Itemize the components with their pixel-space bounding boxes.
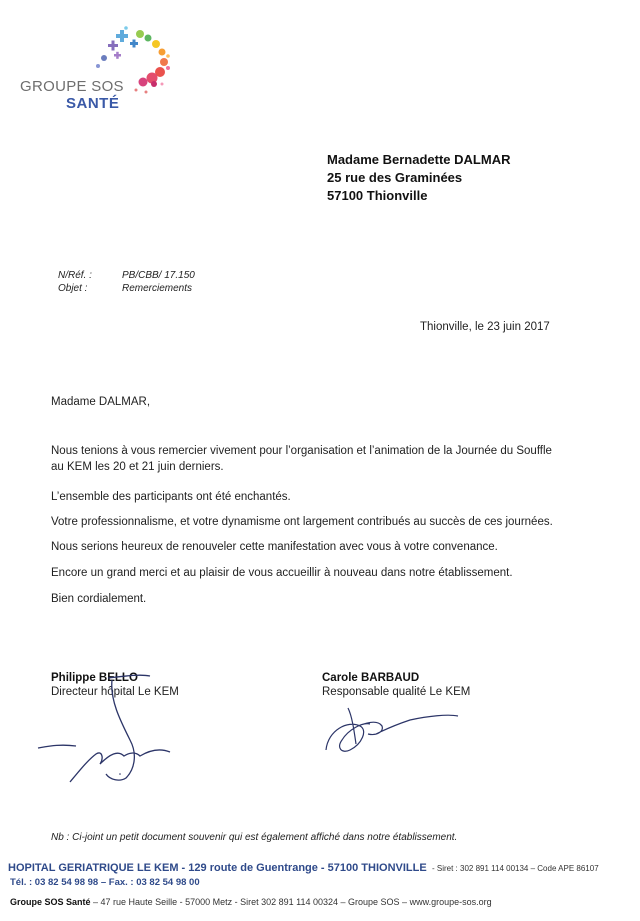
recipient-name: Madame Bernadette DALMAR (327, 152, 511, 167)
footer-hospital-address: HOPITAL GERIATRIQUE LE KEM - 129 route de Guentrange - 57100 THIONVILLE (8, 862, 427, 874)
footer-phone-fax: Tél. : 03 82 54 98 98 – Fax. : 03 82 54 98 00 (10, 877, 200, 888)
signature-carole-barbaud (318, 700, 468, 770)
attachment-note: Nb : Ci-joint un petit document souvenir qui est également affiché dans notre établissement. (51, 832, 458, 843)
body-paragraph-1-line-2: au KEM les 20 et 21 juin derniers. (51, 461, 224, 473)
body-paragraph-3: Votre professionnalisme, et votre dynamisme ont largement contribués au succès de ces journées. (51, 516, 553, 528)
footer-hospital-siret: - Siret : 302 891 114 00134 – Code APE 86107 (432, 864, 599, 873)
body-paragraph-5: Encore un grand merci et au plaisir de vous accueillir à nouveau dans notre établissement. (51, 567, 513, 579)
ref-label: N/Réf. : (58, 270, 92, 281)
signature-philippe-bello (30, 670, 230, 790)
letter-date: Thionville, le 23 juin 2017 (420, 321, 550, 333)
ref-value: PB/CBB/ 17.150 (122, 270, 195, 281)
signatory-2-name: Carole BARBAUD (322, 672, 420, 684)
signatory-1-role: Directeur hôpital Le KEM (51, 686, 179, 698)
subject-value: Remerciements (122, 283, 193, 294)
footer-group-details: – 47 rue Haute Seille - 57000 Metz - Siret 302 891 114 00324 – Groupe SOS – www.groupe-sos.org (90, 897, 492, 907)
closing: Bien cordialement. (51, 593, 147, 605)
signatory-2-role: Responsable qualité Le KEM (322, 686, 471, 698)
subject-label: Objet : (58, 283, 88, 294)
body-paragraph-1-line-1: Nous tenions à vous remercier vivement pour l’organisation et l’animation de la Journée du Souffle (51, 445, 552, 457)
body-paragraph-2: L’ensemble des participants ont été enchantés. (51, 491, 291, 503)
logo-text-groupe-sos: GROUPE SOS (20, 78, 124, 95)
logo-text-sante: SANTÉ (66, 95, 120, 112)
signatory-1-name: Philippe BELLO (51, 672, 138, 684)
salutation: Madame DALMAR, (51, 396, 151, 408)
footer-group-name: Groupe SOS Santé (10, 897, 91, 907)
footer-group-info (10, 897, 492, 907)
recipient-city: 57100 Thionville (327, 188, 428, 203)
recipient-street: 25 rue des Graminées (327, 170, 463, 185)
body-paragraph-4: Nous serions heureux de renouveler cette manifestation avec vous à votre convenance. (51, 541, 498, 553)
